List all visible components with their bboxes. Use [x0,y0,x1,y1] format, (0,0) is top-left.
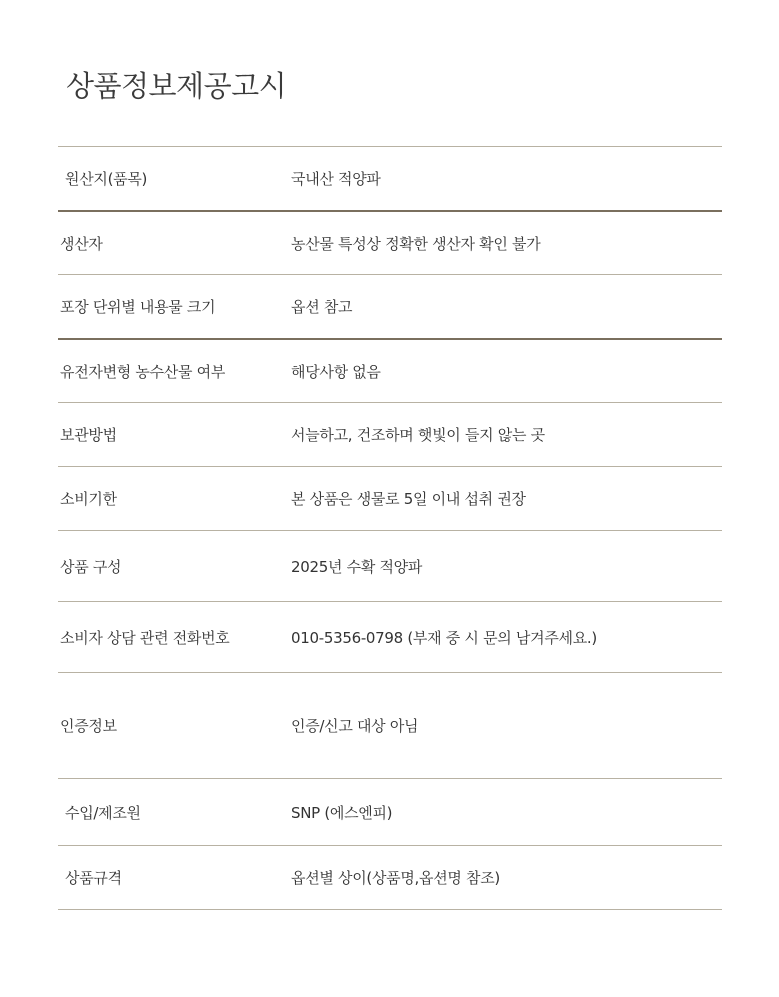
row-label: 포장 단위별 내용물 크기 [60,298,216,316]
table-row-storage [58,402,722,466]
row-value: 농산물 특성상 정확한 생산자 확인 불가 [291,234,541,253]
row-value: 옵션별 상이(상품명,옵션명 참조) [291,869,500,887]
row-value: 서늘하고, 건조하며 햇빛이 들지 않는 곳 [291,426,545,444]
row-label: 소비기한 [60,490,117,508]
table-row-manufacturer [58,778,722,845]
row-value: 국내산 적양파 [291,170,381,188]
table-row-producer [58,210,722,274]
table-row-expiry [58,466,722,530]
table-row-package-size [58,274,722,338]
row-label: 보관방법 [60,426,117,444]
table-row-origin [58,146,722,210]
row-value: SNP (에스엔피) [291,803,393,822]
row-label: 상품 구성 [60,557,122,576]
row-label: 생산자 [60,234,103,253]
table-row-composition [58,530,722,601]
row-label: 수입/제조원 [65,803,141,822]
row-label: 원산지(품목) [65,170,148,188]
row-label: 소비자 상담 관련 전화번호 [60,628,230,647]
row-value: 본 상품은 생물로 5일 이내 섭취 권장 [291,490,526,508]
table-row-contact-phone [58,601,722,672]
row-label: 유전자변형 농수산물 여부 [60,362,226,381]
table-row-certification [58,672,722,778]
table-row-gmo [58,338,722,402]
row-value: 해당사항 없음 [291,362,381,381]
table-row-spec [58,845,722,910]
row-value: 2025년 수확 적양파 [291,557,423,576]
row-value: 인증/신고 대상 아님 [291,717,419,735]
row-label: 인증정보 [60,717,117,735]
product-info-table [58,146,722,910]
row-label: 상품규격 [65,869,122,887]
row-value: 옵션 참고 [291,298,353,316]
row-value: 010-5356-0798 (부재 중 시 문의 남겨주세요.) [291,628,597,647]
page-title: 상품정보제공고시 [66,69,287,103]
